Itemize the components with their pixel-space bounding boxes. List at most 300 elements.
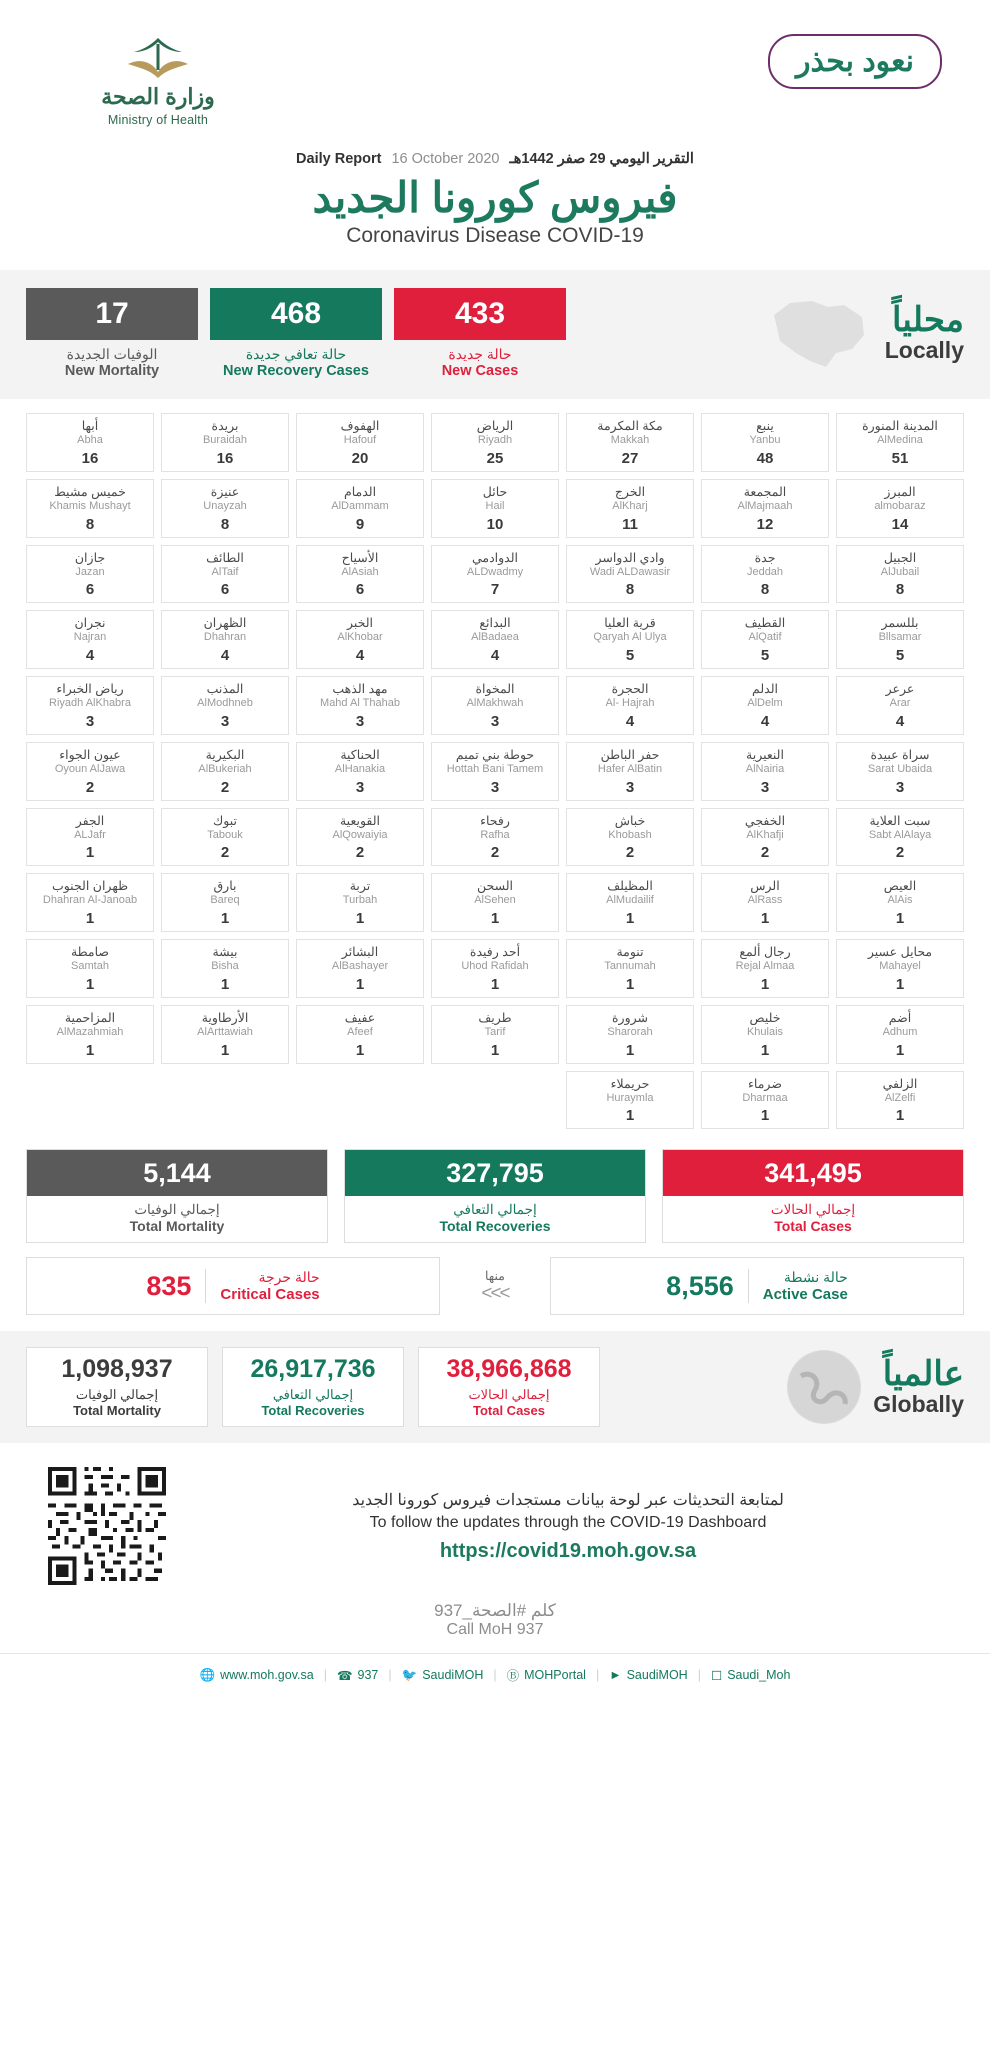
city-name-ar: مهد الذهب [332,682,388,696]
city-cell [26,1005,154,1064]
city-case-count: 1 [220,1041,230,1059]
city-cell [701,808,829,867]
divider: | [595,1668,600,1683]
city-name-en: Huraymla [606,1091,654,1104]
locally-label-ar: محلياً [891,301,964,339]
city-cell [26,676,154,735]
city-case-count: 4 [625,712,635,730]
city-cell [566,742,694,801]
twitter-icon: 🐦 [401,1667,418,1682]
global-recoveries-value: 26,917,736 [250,1355,376,1384]
city-case-count: 1 [355,910,365,927]
city-cell [161,873,289,932]
city-name-ar: الخرج [614,484,646,499]
footer-phone-label: 937 [357,1668,379,1683]
divider: | [323,1668,327,1683]
city-cell [296,808,424,867]
city-name-en: Yanbu [749,434,781,446]
globally-section [0,1331,990,1443]
dashboard-url[interactable]: https://covid19.moh.gov.sa [439,1539,697,1562]
city-case-count: 4 [760,712,770,730]
report-date: 16 October 2020 [391,151,500,167]
arrow-indicator [458,1268,532,1305]
phone-icon: ☎ [336,1668,353,1683]
city-name-ar: المذنب [206,682,244,696]
city-name-ar: الرياض [476,419,514,433]
city-column [431,413,559,1129]
city-name-ar: الزلفي [882,1076,918,1091]
city-case-count: 1 [760,910,770,927]
critical-cases-value: 835 [146,1270,192,1301]
city-name-en: Wadi ALDawasir [589,565,671,578]
city-name-en: AlDelm [747,697,783,709]
city-case-count: 8 [760,581,770,599]
global-mortality-en: Total Mortality [73,1403,161,1419]
city-cell [836,610,964,669]
city-cell [701,610,829,669]
city-name-en: AlNairia [745,762,785,775]
city-cell [431,413,559,472]
city-name-en: AlTaif [211,565,239,578]
city-cell [431,873,559,932]
city-name-ar: شرورة [612,1010,648,1025]
city-name-ar: خليص [749,1010,781,1025]
city-cell [431,676,559,735]
city-name-en: AlMedina [877,434,923,446]
active-cases-value: 8,556 [666,1270,734,1301]
city-cell [701,742,829,801]
city-case-count: 3 [355,712,365,730]
city-name-ar: الخفجي [744,813,786,828]
footer-phone[interactable] [337,1668,378,1683]
city-name-en: AlQatif [748,631,782,644]
city-name-en: AlQowaiyia [332,828,388,841]
city-cell [701,939,829,998]
daily-report-row [0,151,990,167]
active-cases-ar: حالة نشطة [783,1269,848,1286]
city-cell [566,676,694,735]
city-cell [296,545,424,604]
city-name-ar: البكيرية [205,747,245,762]
city-name-en: AlSehen [474,894,516,907]
stat-new-mortality-value: 17 [26,288,198,340]
city-case-count: 3 [490,712,500,730]
city-name-ar: بيشة [212,945,238,959]
city-case-count: 1 [625,975,635,993]
footer-facebook[interactable] [609,1668,688,1682]
city-name-ar: الدلم [752,682,778,696]
city-case-count: 5 [625,647,635,664]
city-cell [431,808,559,867]
city-case-count: 1 [220,910,230,927]
chevron-left-icon: <<< [481,1282,509,1304]
call-en: Call MoH 937 [446,1621,544,1639]
city-case-count: 5 [895,647,905,664]
city-cell [701,1071,829,1130]
global-recoveries-ar: إجمالي التعافي [272,1387,354,1403]
footer-portal[interactable] [507,1666,586,1684]
city-name-en: ALDwadmy [466,565,524,578]
city-name-ar: الحناكية [340,747,380,762]
city-name-ar: القطيف [744,616,786,631]
total-cases-card [662,1149,964,1243]
city-name-en: Samtah [71,960,109,972]
global-recoveries-en: Total Recoveries [261,1403,365,1419]
city-name-ar: الجبيل [883,550,917,565]
total-cases-value: 341,495 [663,1150,963,1196]
city-case-count: 2 [85,778,95,796]
city-cell [701,545,829,604]
city-column [701,413,829,1129]
city-cell [296,413,424,472]
city-name-en: AlMakhwah [466,697,524,709]
city-name-en: Sharorah [607,1025,653,1038]
city-name-ar: محايل عسير [867,945,933,959]
footer-twitter[interactable] [402,1668,484,1683]
city-name-ar: الرس [750,879,780,894]
city-cell [566,873,694,932]
divider: | [697,1668,701,1683]
city-cell [296,742,424,801]
city-name-ar: تبوك [212,813,237,828]
total-recoveries-en: Total Recoveries [439,1218,551,1235]
city-case-count: 2 [220,778,230,796]
stat-new-mortality [26,288,198,379]
city-name-en: AlBukeriah [198,762,252,775]
city-cell [161,939,289,998]
total-recoveries-card [344,1149,646,1243]
city-name-en: Oyoun AlJawa [54,762,126,775]
city-cell [26,808,154,867]
moh-logo-ar: وزارة الصحة [101,84,215,109]
city-name-ar: مكة المكرمة [597,419,663,433]
city-case-count: 1 [760,1107,770,1125]
city-name-ar: البشائر [341,945,379,959]
critical-cases-card [26,1257,440,1315]
city-name-ar: ينبع [756,419,774,433]
city-cell [701,676,829,735]
city-name-ar: خباش [614,813,646,828]
city-name-en: Sabt AlAlaya [868,828,932,841]
city-case-count: 1 [355,975,365,993]
city-name-ar: المبرز [884,484,916,499]
city-cell [161,1005,289,1064]
city-name-ar: ظهران الجنوب [51,879,129,894]
city-name-en: Mahayel [879,960,921,972]
city-name-en: Al- Hajrah [605,697,655,709]
city-name-ar: رفحاء [480,813,510,828]
city-name-ar: بارق [213,879,237,894]
qr-code-icon[interactable] [48,1467,166,1585]
city-name-ar: أحد رفيدة [469,945,521,959]
city-cell [566,610,694,669]
critical-cases-en: Critical Cases [220,1286,320,1304]
city-name-ar: بريدة [211,419,239,433]
city-name-en: Jeddah [746,565,784,578]
city-name-en: AlKhobar [337,631,383,644]
city-case-count: 8 [625,581,635,599]
city-name-ar: عفيف [344,1010,376,1025]
city-case-count: 6 [85,581,95,599]
city-cell [836,742,964,801]
city-name-en: Arar [889,697,911,709]
city-case-count: 1 [85,975,95,993]
city-name-en: AlKhafji [746,828,784,841]
page-title-ar: فيروس كورونا الجديد [312,174,678,221]
total-cases-ar: إجمالي الحالات [770,1202,856,1218]
city-case-count: 1 [85,844,95,862]
city-name-ar: تربة [349,879,371,894]
city-case-count: 3 [625,778,635,796]
city-case-count: 3 [490,778,500,796]
critical-cases-ar: حالة حرجة [258,1269,320,1286]
city-case-count: 11 [622,515,638,533]
city-cell [431,939,559,998]
city-case-count: 4 [355,647,365,664]
city-name-en: AlAsiah [341,565,379,578]
city-case-count: 1 [85,910,95,927]
city-name-en: AlJubail [880,565,920,578]
locally-label-en: Locally [884,337,964,363]
city-case-count: 1 [355,1041,365,1059]
saudi-map-icon [766,295,871,373]
city-cell [836,676,964,735]
total-cases-en: Total Cases [774,1218,852,1235]
city-name-ar: طريف [478,1010,512,1025]
daily-report-en: Daily Report [296,151,382,167]
city-name-en: Buraidah [202,434,248,446]
city-name-en: Khamis Mushayt [49,499,131,512]
city-case-count: 14 [891,515,909,533]
divider: | [493,1668,497,1683]
footer-facebook-label: SaudiMOH [626,1668,688,1683]
city-name-en: AlModhneb [197,697,253,709]
campaign-badge [768,34,942,89]
city-cell [701,413,829,472]
city-case-count: 4 [895,712,905,730]
city-name-ar: المزاحمية [64,1010,116,1025]
footer-instagram-label: Saudi_Moh [727,1668,791,1683]
city-name-ar: حوطة بني تميم [455,747,535,762]
city-name-en: Dhahran Al-Janoab [42,894,138,907]
city-cell [431,479,559,538]
city-cell [26,413,154,472]
divider: | [388,1668,392,1683]
footer-website[interactable] [200,1668,314,1683]
footer-instagram[interactable] [711,1668,790,1683]
city-cell [431,545,559,604]
city-column [566,413,694,1129]
city-case-count: 12 [756,515,774,533]
city-name-en: AlDammam [331,499,389,512]
city-name-ar: نجران [74,616,106,631]
header [0,0,990,127]
city-cell [836,1071,964,1130]
city-cell [836,479,964,538]
city-name-ar: جازان [74,550,106,565]
city-name-ar: تنومة [616,945,644,959]
city-name-en: Tarif [484,1025,506,1038]
global-mortality-value: 1,098,937 [61,1355,173,1384]
critical-active-row [0,1243,990,1315]
city-name-en: almobaraz [874,499,926,512]
dashboard-row [0,1443,990,1595]
moh-logo [48,34,268,127]
city-name-ar: المجمعة [743,484,787,499]
total-mortality-en: Total Mortality [129,1218,225,1235]
city-name-en: Dhahran [203,631,247,644]
city-name-ar: حريملاء [610,1076,650,1091]
city-cell [296,1005,424,1064]
city-case-count: 1 [895,975,905,993]
city-name-ar: سراة عبيدة [870,747,930,762]
city-name-ar: رياض الخبراء [56,682,124,696]
city-case-count: 2 [625,844,635,862]
city-cell [566,1071,694,1130]
city-cell [836,873,964,932]
city-name-ar: عرعر [885,682,915,696]
city-name-ar: سبت العلاية [869,813,931,828]
total-mortality-value: 5,144 [27,1150,327,1196]
city-case-count: 6 [220,581,230,599]
city-cell [701,1005,829,1064]
city-name-ar: الحجرة [611,682,649,696]
locally-section [0,270,990,399]
city-case-count: 8 [220,515,230,533]
city-cell [836,1005,964,1064]
stat-new-cases-ar: حالة جديدة [448,346,512,362]
globally-label-ar: عالمياً [882,1354,964,1393]
city-name-en: AlBadaea [471,631,519,644]
city-column [26,413,154,1129]
city-name-ar: ضرماء [748,1076,782,1091]
city-name-en: AlBashayer [331,960,389,972]
global-cases-value: 38,966,868 [446,1355,572,1384]
city-column [836,413,964,1129]
city-name-ar: حائل [482,484,508,499]
city-name-ar: صامطة [70,945,110,959]
city-cell [431,1005,559,1064]
city-name-en: Tannumah [604,960,656,972]
city-name-en: Hafouf [343,434,377,446]
city-name-en: Rejal Almaa [735,960,795,972]
global-mortality-card [26,1347,208,1427]
city-cell [161,610,289,669]
city-name-en: Mahd Al Thahab [320,697,400,709]
moh-logo-en: Ministry of Health [107,113,209,127]
city-name-en: Adhum [882,1025,918,1038]
youtube-icon: ► [609,1668,622,1683]
city-cell [566,479,694,538]
city-name-ar: الخبر [346,616,374,631]
city-name-en: Hafer AlBatin [597,762,663,775]
city-name-en: Afeef [347,1025,373,1038]
city-name-en: Riyadh [477,434,513,446]
city-name-en: AlAis [887,894,913,907]
city-case-count: 3 [760,778,770,796]
city-case-count: 48 [756,449,774,467]
city-case-count: 1 [625,910,635,927]
city-case-count: 4 [85,647,95,664]
global-mortality-ar: إجمالي الوفيات [75,1387,159,1403]
city-name-ar: الأرطاوية [201,1010,249,1025]
call-ar: كلم #الصحة_937 [434,1601,556,1621]
city-case-count: 25 [486,449,504,467]
city-name-en: Hottah Bani Tamem [446,762,544,775]
city-column [161,413,289,1129]
city-name-en: Uhod Rafidah [461,960,529,972]
city-name-en: AlMazahmiah [56,1025,124,1038]
city-name-en: Qaryah Al Ulya [593,631,667,644]
active-cases-card [550,1257,964,1315]
city-name-ar: الطائف [206,550,244,565]
city-case-count: 4 [220,647,230,664]
city-name-ar: وادي الدواسر [595,550,665,565]
divider [748,1269,749,1303]
city-name-ar: قرية العليا [604,616,656,631]
city-name-en: Khulais [746,1025,784,1038]
city-name-ar: حفر الباطن [600,747,660,762]
city-cell [161,545,289,604]
city-name-en: AlZelfi [884,1091,916,1104]
stat-new-recoveries-ar: حالة تعافي جديدة [245,346,347,362]
stat-new-cases-en: New Cases [441,363,519,379]
city-cell [296,479,424,538]
call-section [0,1595,990,1653]
city-cell [431,742,559,801]
city-name-ar: الجفر [75,813,105,828]
city-name-en: Makkah [610,434,650,446]
footer-twitter-label: SaudiMOH [422,1668,484,1683]
dashboard-en: To follow the updates through the COVID-19 Dashboard [369,1513,767,1531]
city-name-ar: الدوادمي [471,550,519,565]
city-cell [161,413,289,472]
city-name-ar: أبها [81,419,99,433]
city-column [296,413,424,1129]
city-cell [26,873,154,932]
city-grid [0,399,990,1137]
city-name-en: AlKharj [612,499,648,512]
city-case-count: 1 [760,975,770,993]
city-name-ar: القويعية [339,813,381,828]
city-case-count: 1 [490,975,500,993]
city-name-ar: عنيزة [210,484,240,499]
city-cell [566,413,694,472]
city-name-en: Bareq [210,894,240,907]
city-name-en: AlHanakia [334,762,386,775]
city-cell [26,545,154,604]
city-name-en: Bllsamar [878,631,922,644]
city-name-en: Najran [73,631,107,644]
city-case-count: 20 [351,449,369,467]
city-name-en: Tabouk [207,828,243,841]
city-cell [701,873,829,932]
city-case-count: 3 [85,712,95,730]
city-cell [161,676,289,735]
city-case-count: 1 [895,910,905,927]
city-cell [836,808,964,867]
palm-swords-icon [112,34,204,80]
city-case-count: 1 [895,1041,905,1059]
city-case-count: 6 [355,581,365,599]
footer-bar [0,1653,990,1702]
globally-label-en: Globally [873,1390,964,1417]
city-cell [296,939,424,998]
city-name-ar: العيص [883,879,917,894]
divider [205,1269,206,1303]
city-case-count: 8 [85,515,95,533]
city-cell [26,610,154,669]
